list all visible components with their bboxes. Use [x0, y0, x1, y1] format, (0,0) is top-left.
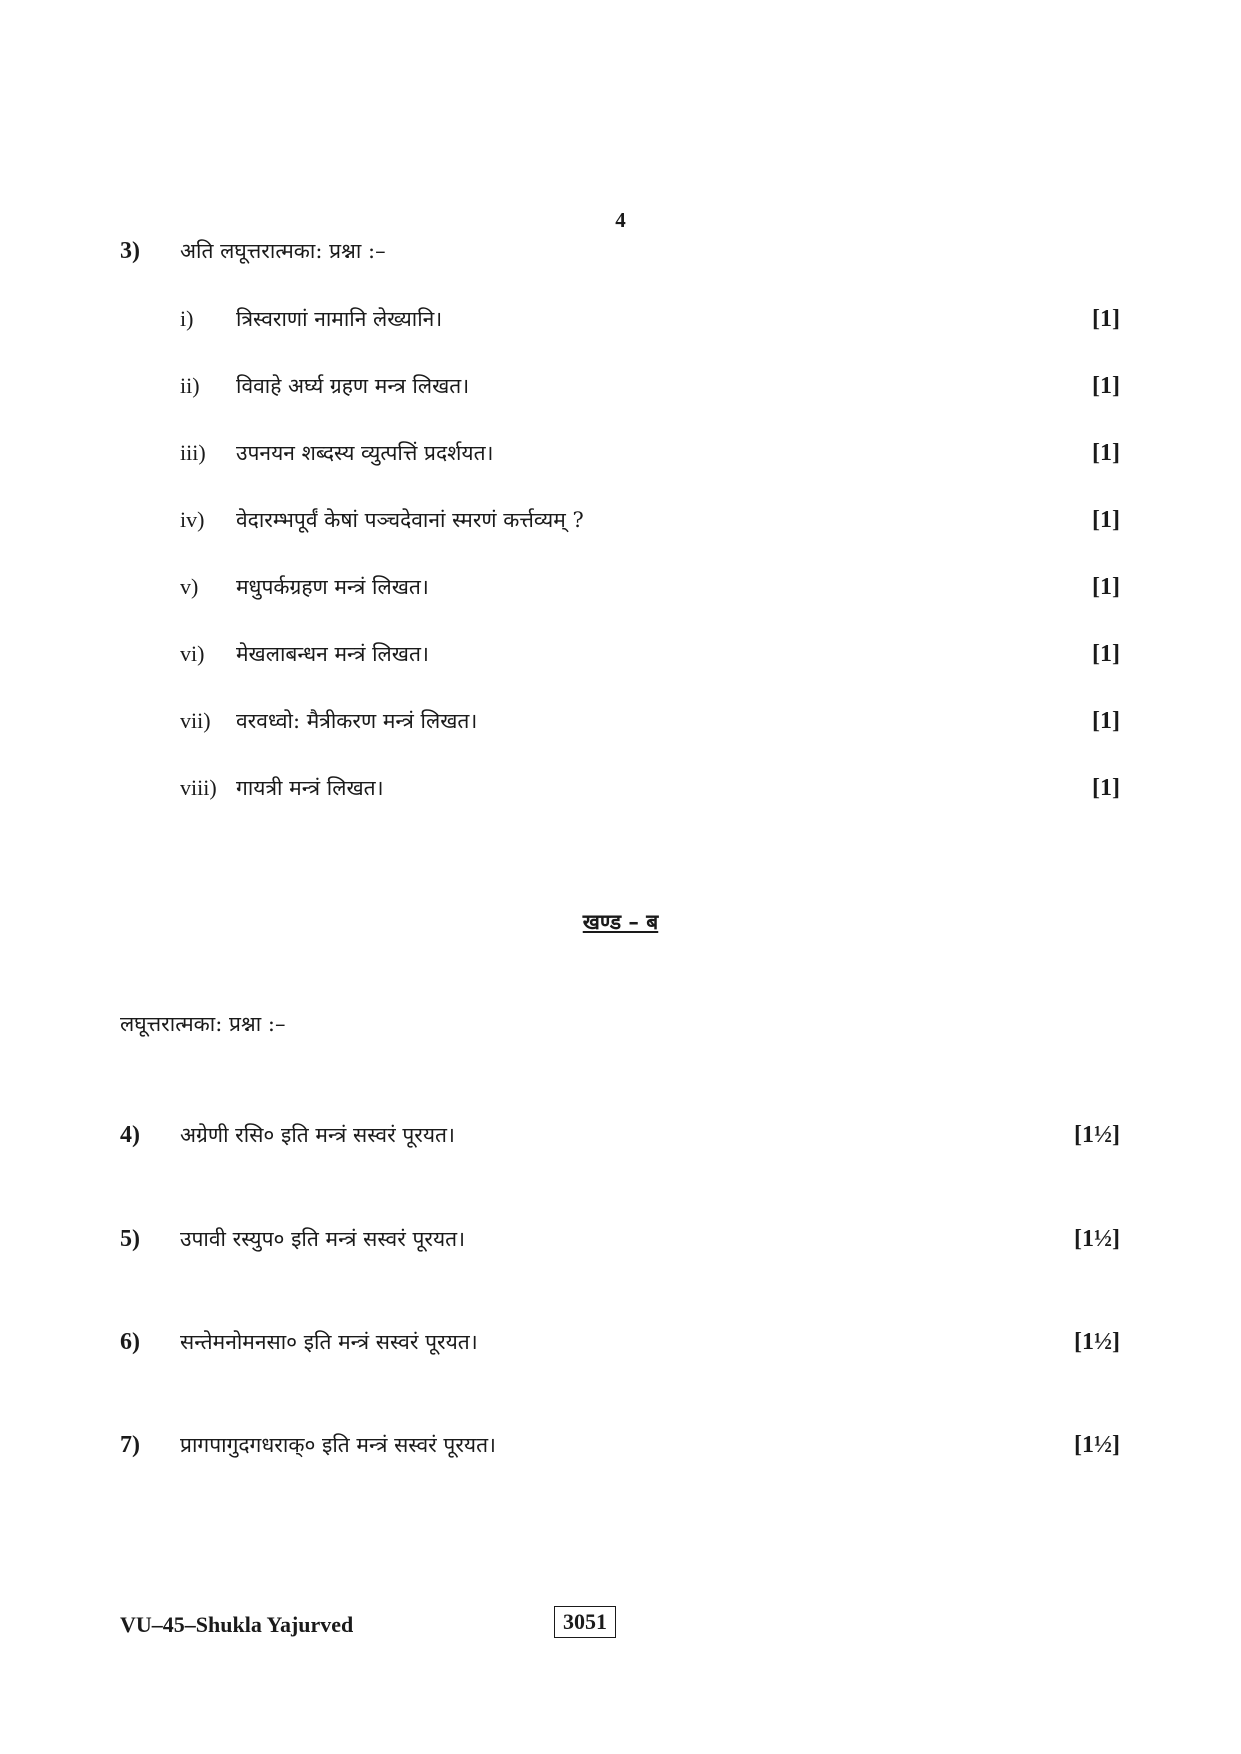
marks: [1]: [1092, 707, 1120, 734]
marks: [1½]: [1074, 1431, 1120, 1458]
subquestion-vi: [180, 637, 1120, 671]
marks: [1]: [1092, 372, 1120, 399]
subquestion-text: गायत्री मन्त्रं लिखत।: [236, 776, 384, 800]
subquestion-text: मेखलाबन्धन मन्त्रं लिखत।: [236, 642, 429, 666]
subquestion-iv: [180, 503, 1120, 537]
marks: [1½]: [1074, 1121, 1120, 1148]
page-number: 4: [615, 208, 626, 232]
footer-subject-code: VU–45–Shukla Yajurved: [120, 1612, 354, 1637]
subquestion-v: [180, 570, 1120, 604]
question-3: [120, 234, 1120, 268]
subquestion-text: त्रिस्वराणां नामानि लेख्यानि।: [236, 307, 443, 331]
question-text: अग्रेणी रसि० इति मन्त्रं सस्वरं पूरयत।: [180, 1123, 455, 1147]
subquestion-text: वरवध्वो: मैत्रीकरण मन्त्रं लिखत।: [236, 709, 478, 733]
subquestion-viii: [180, 771, 1120, 805]
question-5: [120, 1222, 1120, 1256]
question-4: [120, 1118, 1120, 1152]
subquestion-i: [180, 302, 1120, 336]
question-text: सन्तेमनोमनसा० इति मन्त्रं सस्वरं पूरयत।: [180, 1330, 478, 1354]
question-number: 6): [120, 1328, 140, 1355]
marks: [1]: [1092, 573, 1120, 600]
marks: [1½]: [1074, 1328, 1120, 1355]
section-subheading: लघूत्तरात्मका: प्रश्ना :–: [120, 1012, 286, 1036]
footer-paper-code: 3051: [554, 1606, 616, 1638]
marks: [1]: [1092, 305, 1120, 332]
marks: [1]: [1092, 439, 1120, 466]
subquestion-text: वेदारम्भपूर्वं केषां पञ्चदेवानां स्मरणं कर्त्तव्यम् ?: [236, 508, 584, 532]
subquestion-text: उपनयन शब्दस्य व्युत्पत्तिं प्रदर्शयत।: [236, 441, 494, 465]
question-7: [120, 1428, 1120, 1462]
question-text: प्रागपागुदगधराक्० इति मन्त्रं सस्वरं पूरयत।: [180, 1433, 497, 1457]
subquestion-text: मधुपर्कग्रहण मन्त्रं लिखत।: [236, 575, 429, 599]
subquestion-number: ii): [180, 373, 200, 398]
subquestion-number: v): [180, 574, 199, 599]
question-text: उपावी रस्युप० इति मन्त्रं सस्वरं पूरयत।: [180, 1227, 466, 1251]
question-6: [120, 1325, 1120, 1359]
section-heading: खण्ड – ब: [582, 909, 659, 934]
marks: [1]: [1092, 640, 1120, 667]
subquestion-text: विवाहे अर्घ्य ग्रहण मन्त्र लिखत।: [236, 374, 470, 398]
subquestion-number: iv): [180, 507, 205, 532]
question-text: अति लघूत्तरात्मका: प्रश्ना :–: [180, 239, 386, 263]
subquestion-iii: [180, 436, 1120, 470]
subquestion-vii: [180, 704, 1120, 738]
subquestion-ii: [180, 369, 1120, 403]
question-number: 7): [120, 1431, 140, 1458]
question-number: 4): [120, 1121, 140, 1148]
subquestion-number: i): [180, 306, 194, 331]
subquestion-number: vi): [180, 641, 205, 666]
subquestion-number: viii): [180, 775, 217, 800]
subquestion-number: vii): [180, 708, 211, 733]
question-number: 5): [120, 1225, 140, 1252]
subquestion-number: iii): [180, 440, 206, 465]
question-number: 3): [120, 237, 140, 264]
marks: [1½]: [1074, 1225, 1120, 1252]
marks: [1]: [1092, 774, 1120, 801]
marks: [1]: [1092, 506, 1120, 533]
